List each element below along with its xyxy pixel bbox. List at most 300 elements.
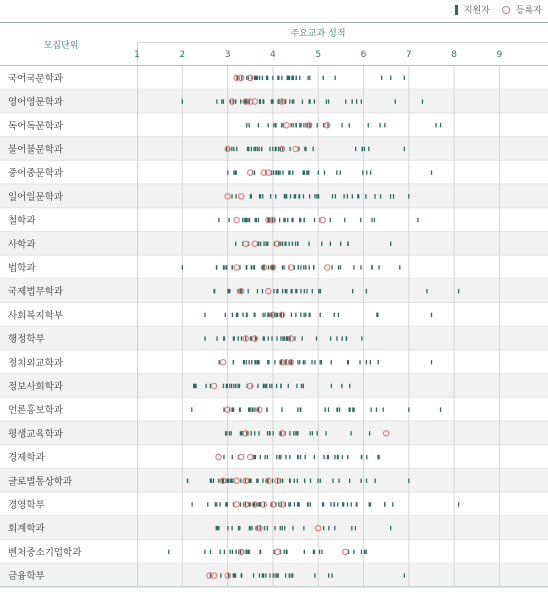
- applicant-tick: [289, 170, 290, 174]
- registrant-marker: [248, 454, 253, 459]
- applicant-tick: [230, 431, 231, 435]
- applicant-tick: [258, 218, 259, 222]
- applicant-tick: [343, 194, 344, 198]
- applicant-tick: [366, 360, 367, 364]
- applicant-tick: [309, 123, 310, 127]
- applicant-tick: [304, 147, 305, 151]
- applicant-tick: [221, 99, 222, 103]
- applicant-tick: [325, 431, 326, 435]
- applicant-tick: [260, 242, 261, 246]
- applicant-tick: [361, 99, 362, 103]
- applicant-tick: [227, 170, 228, 174]
- applicant-tick: [236, 147, 237, 151]
- applicant-tick: [193, 384, 194, 388]
- applicant-tick: [331, 265, 332, 269]
- applicant-tick: [226, 265, 227, 269]
- applicant-tick: [284, 218, 285, 222]
- applicant-tick: [292, 242, 293, 246]
- applicant-tick: [321, 242, 322, 246]
- applicant-tick: [244, 360, 245, 364]
- applicant-tick: [207, 502, 208, 506]
- applicant-tick: [328, 99, 329, 103]
- applicant-tick: [286, 194, 287, 198]
- applicant-tick: [302, 336, 303, 340]
- applicant-tick: [327, 123, 328, 127]
- applicant-tick: [334, 526, 335, 530]
- applicant-tick: [268, 336, 269, 340]
- x-tick-label: 4: [270, 50, 276, 60]
- applicant-tick: [215, 502, 216, 506]
- applicant-tick: [254, 170, 255, 174]
- applicant-tick: [253, 147, 254, 151]
- applicant-tick: [237, 384, 238, 388]
- applicant-tick: [372, 265, 373, 269]
- row-label: 정치외교학과: [8, 357, 64, 369]
- applicant-tick: [223, 384, 224, 388]
- applicant-tick: [328, 526, 329, 530]
- applicant-tick: [284, 194, 285, 198]
- applicant-tick: [369, 431, 370, 435]
- row-label: 벤처중소기업학과: [8, 547, 82, 559]
- applicant-tick: [246, 360, 247, 364]
- applicant-tick: [258, 431, 259, 435]
- applicant-tick: [306, 170, 307, 174]
- applicant-tick: [232, 265, 233, 269]
- applicant-tick: [310, 431, 311, 435]
- row-background: [0, 422, 548, 446]
- applicant-tick: [340, 265, 341, 269]
- applicant-tick: [289, 455, 290, 459]
- applicant-tick: [240, 502, 241, 506]
- applicant-tick: [285, 242, 286, 246]
- applicant-tick: [286, 550, 287, 554]
- applicant-tick: [239, 407, 240, 411]
- applicant-tick: [279, 170, 280, 174]
- applicant-tick: [240, 550, 241, 554]
- applicant-tick: [314, 573, 315, 577]
- applicant-tick: [225, 502, 226, 506]
- applicant-tick: [289, 242, 290, 246]
- applicant-tick: [267, 76, 268, 80]
- applicant-tick: [224, 550, 225, 554]
- applicant-tick: [234, 573, 235, 577]
- applicant-tick: [326, 99, 327, 103]
- applicant-tick: [350, 431, 351, 435]
- applicant-tick: [295, 194, 296, 198]
- applicant-tick: [309, 265, 310, 269]
- applicant-tick: [390, 526, 391, 530]
- applicant-tick: [370, 170, 371, 174]
- applicant-tick: [218, 218, 219, 222]
- applicant-tick: [268, 360, 269, 364]
- applicant-tick: [257, 147, 258, 151]
- row-label: 법학과: [8, 262, 36, 274]
- applicant-tick: [284, 336, 285, 340]
- applicant-tick: [263, 573, 264, 577]
- applicant-tick: [383, 407, 384, 411]
- applicant-tick: [251, 431, 252, 435]
- applicant-tick: [417, 218, 418, 222]
- applicant-tick: [340, 170, 341, 174]
- applicant-tick: [231, 526, 232, 530]
- applicant-tick: [297, 455, 298, 459]
- applicant-tick: [269, 384, 270, 388]
- applicant-tick: [249, 123, 250, 127]
- applicant-tick: [336, 336, 337, 340]
- row-label: 경영학부: [8, 499, 45, 511]
- applicant-tick: [251, 265, 252, 269]
- applicant-tick: [290, 479, 291, 483]
- applicant-tick: [310, 502, 311, 506]
- applicant-tick: [240, 289, 241, 293]
- applicant-tick: [458, 289, 459, 293]
- applicant-tick: [259, 147, 260, 151]
- applicant-tick: [229, 384, 230, 388]
- applicant-tick: [282, 289, 283, 293]
- row-label: 사회복지학부: [8, 310, 64, 322]
- applicant-tick: [300, 289, 301, 293]
- applicant-tick: [305, 313, 306, 317]
- row-label: 영어영문학과: [8, 97, 64, 109]
- applicant-tick: [390, 76, 391, 80]
- registrant-marker: [343, 549, 348, 554]
- applicant-tick: [271, 99, 272, 103]
- applicant-tick: [235, 384, 236, 388]
- applicant-tick: [241, 336, 242, 340]
- applicant-tick: [370, 502, 371, 506]
- applicant-tick: [288, 502, 289, 506]
- applicant-tick: [300, 407, 301, 411]
- applicant-tick: [300, 218, 301, 222]
- applicant-tick: [353, 550, 354, 554]
- applicant-tick: [360, 218, 361, 222]
- row-label: 언론홍보학과: [8, 405, 64, 417]
- applicant-tick: [300, 265, 301, 269]
- applicant-tick: [210, 550, 211, 554]
- applicant-tick: [251, 360, 252, 364]
- applicant-tick: [302, 99, 303, 103]
- applicant-tick: [240, 99, 241, 103]
- applicant-tick: [366, 289, 367, 293]
- applicant-tick: [246, 431, 247, 435]
- applicant-tick: [256, 76, 257, 80]
- applicant-tick: [283, 265, 284, 269]
- applicant-tick: [168, 550, 169, 554]
- applicant-tick: [254, 455, 255, 459]
- applicant-tick: [280, 455, 281, 459]
- applicant-tick: [295, 242, 296, 246]
- row-label: 평생교육학과: [8, 428, 64, 440]
- applicant-tick: [355, 526, 356, 530]
- applicant-tick: [277, 289, 278, 293]
- applicant-tick: [281, 502, 282, 506]
- applicant-tick: [216, 99, 217, 103]
- applicant-tick: [317, 123, 318, 127]
- applicant-tick: [333, 502, 334, 506]
- applicant-tick: [223, 99, 224, 103]
- applicant-tick: [348, 360, 349, 364]
- applicant-tick: [257, 360, 258, 364]
- applicant-tick: [285, 455, 286, 459]
- applicant-tick: [262, 573, 263, 577]
- applicant-tick: [273, 123, 274, 127]
- applicant-tick: [285, 573, 286, 577]
- applicant-tick: [303, 194, 304, 198]
- applicant-tick: [349, 479, 350, 483]
- applicant-tick: [241, 573, 242, 577]
- applicant-tick: [182, 99, 183, 103]
- applicant-tick: [232, 550, 233, 554]
- applicant-tick: [277, 313, 278, 317]
- applicant-tick: [272, 479, 273, 483]
- applicant-tick: [325, 407, 326, 411]
- applicant-tick: [256, 218, 257, 222]
- applicant-tick: [232, 313, 233, 317]
- applicant-tick: [273, 170, 274, 174]
- applicant-tick: [214, 289, 215, 293]
- applicant-tick: [251, 526, 252, 530]
- applicant-tick: [233, 147, 234, 151]
- applicant-tick: [319, 360, 320, 364]
- applicant-tick: [205, 384, 206, 388]
- applicant-tick: [370, 407, 371, 411]
- applicant-tick: [275, 573, 276, 577]
- applicant-tick: [303, 265, 304, 269]
- applicant-tick: [247, 218, 248, 222]
- applicant-tick: [320, 479, 321, 483]
- applicant-tick: [217, 526, 218, 530]
- applicant-tick: [320, 289, 321, 293]
- applicant-tick: [309, 194, 310, 198]
- applicant-tick: [247, 550, 248, 554]
- applicant-tick: [267, 455, 268, 459]
- applicant-tick: [366, 479, 367, 483]
- applicant-tick: [265, 384, 266, 388]
- applicant-tick: [254, 407, 255, 411]
- applicant-tick: [285, 289, 286, 293]
- registrant-marker: [320, 217, 325, 222]
- applicant-tick: [226, 431, 227, 435]
- row-label: 국어국문학과: [8, 73, 64, 85]
- applicant-tick: [246, 550, 247, 554]
- applicant-tick: [361, 455, 362, 459]
- applicant-tick: [379, 123, 380, 127]
- applicant-tick: [282, 479, 283, 483]
- applicant-tick: [292, 76, 293, 80]
- applicant-tick: [259, 526, 260, 530]
- applicant-tick: [404, 147, 405, 151]
- applicant-tick: [404, 76, 405, 80]
- x-tick-label: 6: [360, 50, 367, 60]
- applicant-tick: [289, 99, 290, 103]
- applicant-tick: [316, 336, 317, 340]
- applicant-tick: [233, 384, 234, 388]
- x-tick-label: 1: [134, 50, 140, 60]
- applicant-tick: [337, 455, 338, 459]
- applicant-tick: [290, 502, 291, 506]
- applicant-tick: [336, 170, 337, 174]
- applicant-tick: [342, 336, 343, 340]
- applicant-tick: [293, 431, 294, 435]
- applicant-tick: [262, 76, 263, 80]
- applicant-tick: [334, 455, 335, 459]
- applicant-tick: [216, 265, 217, 269]
- applicant-tick: [431, 360, 432, 364]
- applicant-tick: [297, 431, 298, 435]
- applicant-tick: [408, 194, 409, 198]
- registrant-marker: [234, 502, 239, 507]
- applicant-tick: [338, 313, 339, 317]
- registrant-marker: [238, 454, 243, 459]
- applicant-tick: [246, 123, 247, 127]
- applicant-tick: [295, 313, 296, 317]
- applicant-tick: [303, 360, 304, 364]
- applicant-tick: [304, 289, 305, 293]
- applicant-tick: [381, 76, 382, 80]
- applicant-tick: [204, 550, 205, 554]
- applicant-tick: [298, 265, 299, 269]
- applicant-tick: [323, 526, 324, 530]
- x-tick-label: 8: [451, 50, 457, 60]
- applicant-tick: [249, 502, 250, 506]
- applicant-tick: [248, 289, 249, 293]
- applicant-tick: [282, 242, 283, 246]
- applicant-tick: [226, 147, 227, 151]
- applicant-tick: [280, 526, 281, 530]
- registrant-marker: [234, 265, 239, 270]
- applicant-tick: [362, 170, 363, 174]
- applicant-tick: [275, 147, 276, 151]
- applicant-tick: [337, 502, 338, 506]
- applicant-tick: [280, 384, 281, 388]
- applicant-tick: [351, 502, 352, 506]
- applicant-tick: [361, 550, 362, 554]
- applicant-tick: [294, 502, 295, 506]
- applicant-tick: [287, 76, 288, 80]
- applicant-tick: [345, 99, 346, 103]
- applicant-tick: [349, 123, 350, 127]
- applicant-tick: [364, 550, 365, 554]
- row-label: 불어불문학과: [8, 144, 64, 156]
- applicant-tick: [332, 479, 333, 483]
- applicant-tick: [232, 455, 233, 459]
- applicant-tick: [309, 99, 310, 103]
- applicant-tick: [284, 526, 285, 530]
- applicant-tick: [216, 336, 217, 340]
- applicant-tick: [314, 99, 315, 103]
- applicant-tick: [289, 431, 290, 435]
- applicant-tick: [291, 360, 292, 364]
- applicant-tick: [255, 218, 256, 222]
- applicant-tick: [316, 194, 317, 198]
- applicant-tick: [235, 242, 236, 246]
- applicant-tick: [275, 170, 276, 174]
- applicant-tick: [440, 123, 441, 127]
- applicant-tick: [225, 431, 226, 435]
- applicant-tick: [264, 502, 265, 506]
- applicant-tick: [250, 479, 251, 483]
- applicant-tick: [297, 407, 298, 411]
- applicant-tick: [254, 313, 255, 317]
- applicant-tick: [281, 123, 282, 127]
- applicant-tick: [295, 431, 296, 435]
- applicant-tick: [376, 313, 377, 317]
- applicant-tick: [293, 123, 294, 127]
- applicant-tick: [285, 360, 286, 364]
- applicant-tick: [299, 194, 300, 198]
- applicant-tick: [408, 407, 409, 411]
- applicant-tick: [245, 502, 246, 506]
- applicant-tick: [304, 550, 305, 554]
- row-background: [0, 374, 548, 398]
- applicant-tick: [251, 147, 252, 151]
- applicant-tick: [338, 479, 339, 483]
- applicant-tick: [231, 147, 232, 151]
- applicant-tick: [282, 170, 283, 174]
- applicant-tick: [228, 573, 229, 577]
- registrant-marker: [234, 217, 239, 222]
- row-background: [0, 185, 548, 209]
- applicant-tick: [384, 502, 385, 506]
- applicant-tick: [270, 194, 271, 198]
- applicant-tick: [241, 289, 242, 293]
- applicant-tick: [233, 170, 234, 174]
- row-label: 사학과: [8, 239, 36, 251]
- applicant-tick: [299, 76, 300, 80]
- applicant-tick: [279, 218, 280, 222]
- applicant-tick: [283, 218, 284, 222]
- applicant-tick: [360, 479, 361, 483]
- applicant-tick: [314, 194, 315, 198]
- applicant-tick: [349, 407, 350, 411]
- row-label: 국제법무학과: [8, 286, 64, 298]
- applicant-tick: [312, 431, 313, 435]
- applicant-tick: [265, 573, 266, 577]
- applicant-tick: [307, 76, 308, 80]
- row-background: [0, 137, 548, 161]
- applicant-tick: [323, 76, 324, 80]
- applicant-tick: [232, 407, 233, 411]
- applicant-tick: [251, 194, 252, 198]
- applicant-tick: [352, 99, 353, 103]
- applicant-tick: [361, 336, 362, 340]
- applicant-tick: [330, 218, 331, 222]
- applicant-tick: [231, 479, 232, 483]
- applicant-tick: [248, 550, 249, 554]
- applicant-tick: [346, 336, 347, 340]
- applicant-tick: [228, 479, 229, 483]
- applicant-tick: [239, 526, 240, 530]
- applicant-tick: [458, 502, 459, 506]
- applicant-tick: [297, 360, 298, 364]
- x-axis-ticks: [134, 50, 502, 60]
- applicant-tick: [224, 265, 225, 269]
- applicant-tick: [292, 99, 293, 103]
- applicant-tick: [319, 550, 320, 554]
- applicant-tick: [292, 526, 293, 530]
- applicant-tick: [204, 313, 205, 317]
- applicant-tick: [240, 479, 241, 483]
- applicant-tick: [306, 289, 307, 293]
- applicant-tick: [297, 242, 298, 246]
- applicant-tick: [272, 573, 273, 577]
- registrant-marker: [325, 265, 330, 270]
- applicant-tick: [262, 289, 263, 293]
- applicant-tick: [291, 313, 292, 317]
- applicant-tick: [259, 76, 260, 80]
- applicant-tick: [304, 170, 305, 174]
- applicant-tick: [297, 479, 298, 483]
